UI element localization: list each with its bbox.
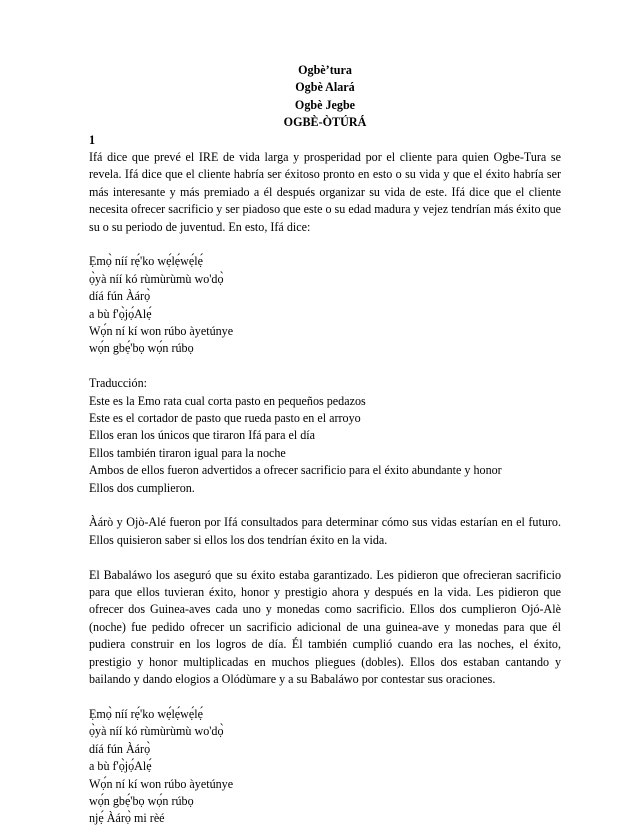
verse-line: díá fún Àárọ̀	[89, 741, 151, 756]
consultation-paragraph: Àárò y Ojò-Alé fueron por Ifá consultados para determinar cómo sus vidas estarían en el futuro. Ellos quisieron saber si ellos los dos tendrían éxito en la vida.	[89, 515, 561, 547]
verse-line: a bù f'ọ̀jọ́Alẹ́	[89, 306, 152, 321]
verse-line: ọ̀yà níí kó rùmùrùmù wo'dọ̀	[89, 271, 224, 286]
translation-line: Ambos de ellos fueron advertidos a ofrecer sacrificio para el éxito abundante y honor	[89, 463, 502, 478]
verse-line: Ẹmọ̀ níí rẹ́'ko wẹ́lẹ́wẹ́lẹ́	[89, 254, 204, 269]
title-block	[89, 62, 561, 132]
title-line: Ogbè Alará	[295, 80, 355, 95]
verse-line: wọ́n gbẹ́'bọ wọ́n rúbọ	[89, 793, 194, 808]
title-line: Ogbè’tura	[298, 63, 352, 77]
verse-line: a bù f'ọ̀jọ́Alẹ́	[89, 759, 152, 774]
verse-block-repeat	[89, 706, 561, 828]
verse-line: ọ̀yà níí kó rùmùrùmù wo'dọ̀	[89, 724, 224, 739]
translation-line: Este es el cortador de pasto que rueda pasto en el arroyo	[89, 411, 361, 426]
verse-line: Wọ́n ní kí won rúbo àyetúnye	[89, 324, 234, 339]
title-line: Ogbè Jegbe	[294, 97, 356, 112]
translation-line: Ellos también tiraron igual para la noche	[89, 445, 286, 460]
babalawo-paragraph: El Babaláwo los aseguró que su éxito estaba garantizado. Les pidieron que ofrecieran sacrificio para que ellos tuvieran éxito, honor y prestigio ahora y después en la vida. Les pidieron que ofrecer dos Guinea-aves cada uno y monedas como sacrificio. Ellos dos cumplieron Ojó-Alè (noche) fue pedido ofrecer un sacrificio adicional de una guinea-ave y monedas para que él pudiera construir en los logros de día. Él también cumplió cuando era las noches, el éxito, prestigio y honor multiplicadas en muchos pliegues (dobles). Ellos dos estaban cantando y bailando y dando elogios a Olódùmare y a su Babaláwo por contestar sus oraciones.	[89, 567, 561, 687]
verse-line: Ẹmọ̀ níí rẹ́'ko wẹ́lẹ́wẹ́lẹ́	[89, 706, 204, 721]
verse-block	[89, 253, 561, 357]
section-number: 1	[89, 132, 96, 147]
document-page	[89, 62, 561, 828]
title-line: OGBÈ-ÒTÚRÁ	[283, 115, 367, 130]
translation-line: Ellos eran los únicos que tiraron Ifá para el día	[89, 428, 316, 443]
verse-line: díá fún Àárọ̀	[89, 289, 151, 304]
verse-line: Wọ́n ní kí won rúbo àyetúnye	[89, 776, 234, 791]
verse-line: wọ́n gbẹ́'bọ wọ́n rúbọ	[89, 341, 194, 356]
intro-paragraph: Ifá dice que prevé el IRE de vida larga y prosperidad por el cliente para quien Ogbe-Tura se revela. Ifá dice que el cliente habría ser éxitoso pronto en esto o su vida y que el éxito habría ser más interesante y más premiado a él después organizar su vida de este. Ifá dice que el cliente necesita ofrecer sacrificio y ser piadoso que este o su edad madura y vejez tendrían más éxito que su o su periodo de juventud. En esto, Ifá dice:	[89, 149, 561, 234]
verse-line: njẹ́ Àárọ̀ mi rèé	[89, 811, 165, 826]
translation-line: Ellos dos cumplieron.	[89, 480, 195, 495]
translation-heading: Traducción:	[89, 376, 148, 391]
translation-block	[89, 375, 561, 497]
translation-line: Este es la Emo rata cual corta pasto en pequeños pedazos	[89, 393, 366, 408]
